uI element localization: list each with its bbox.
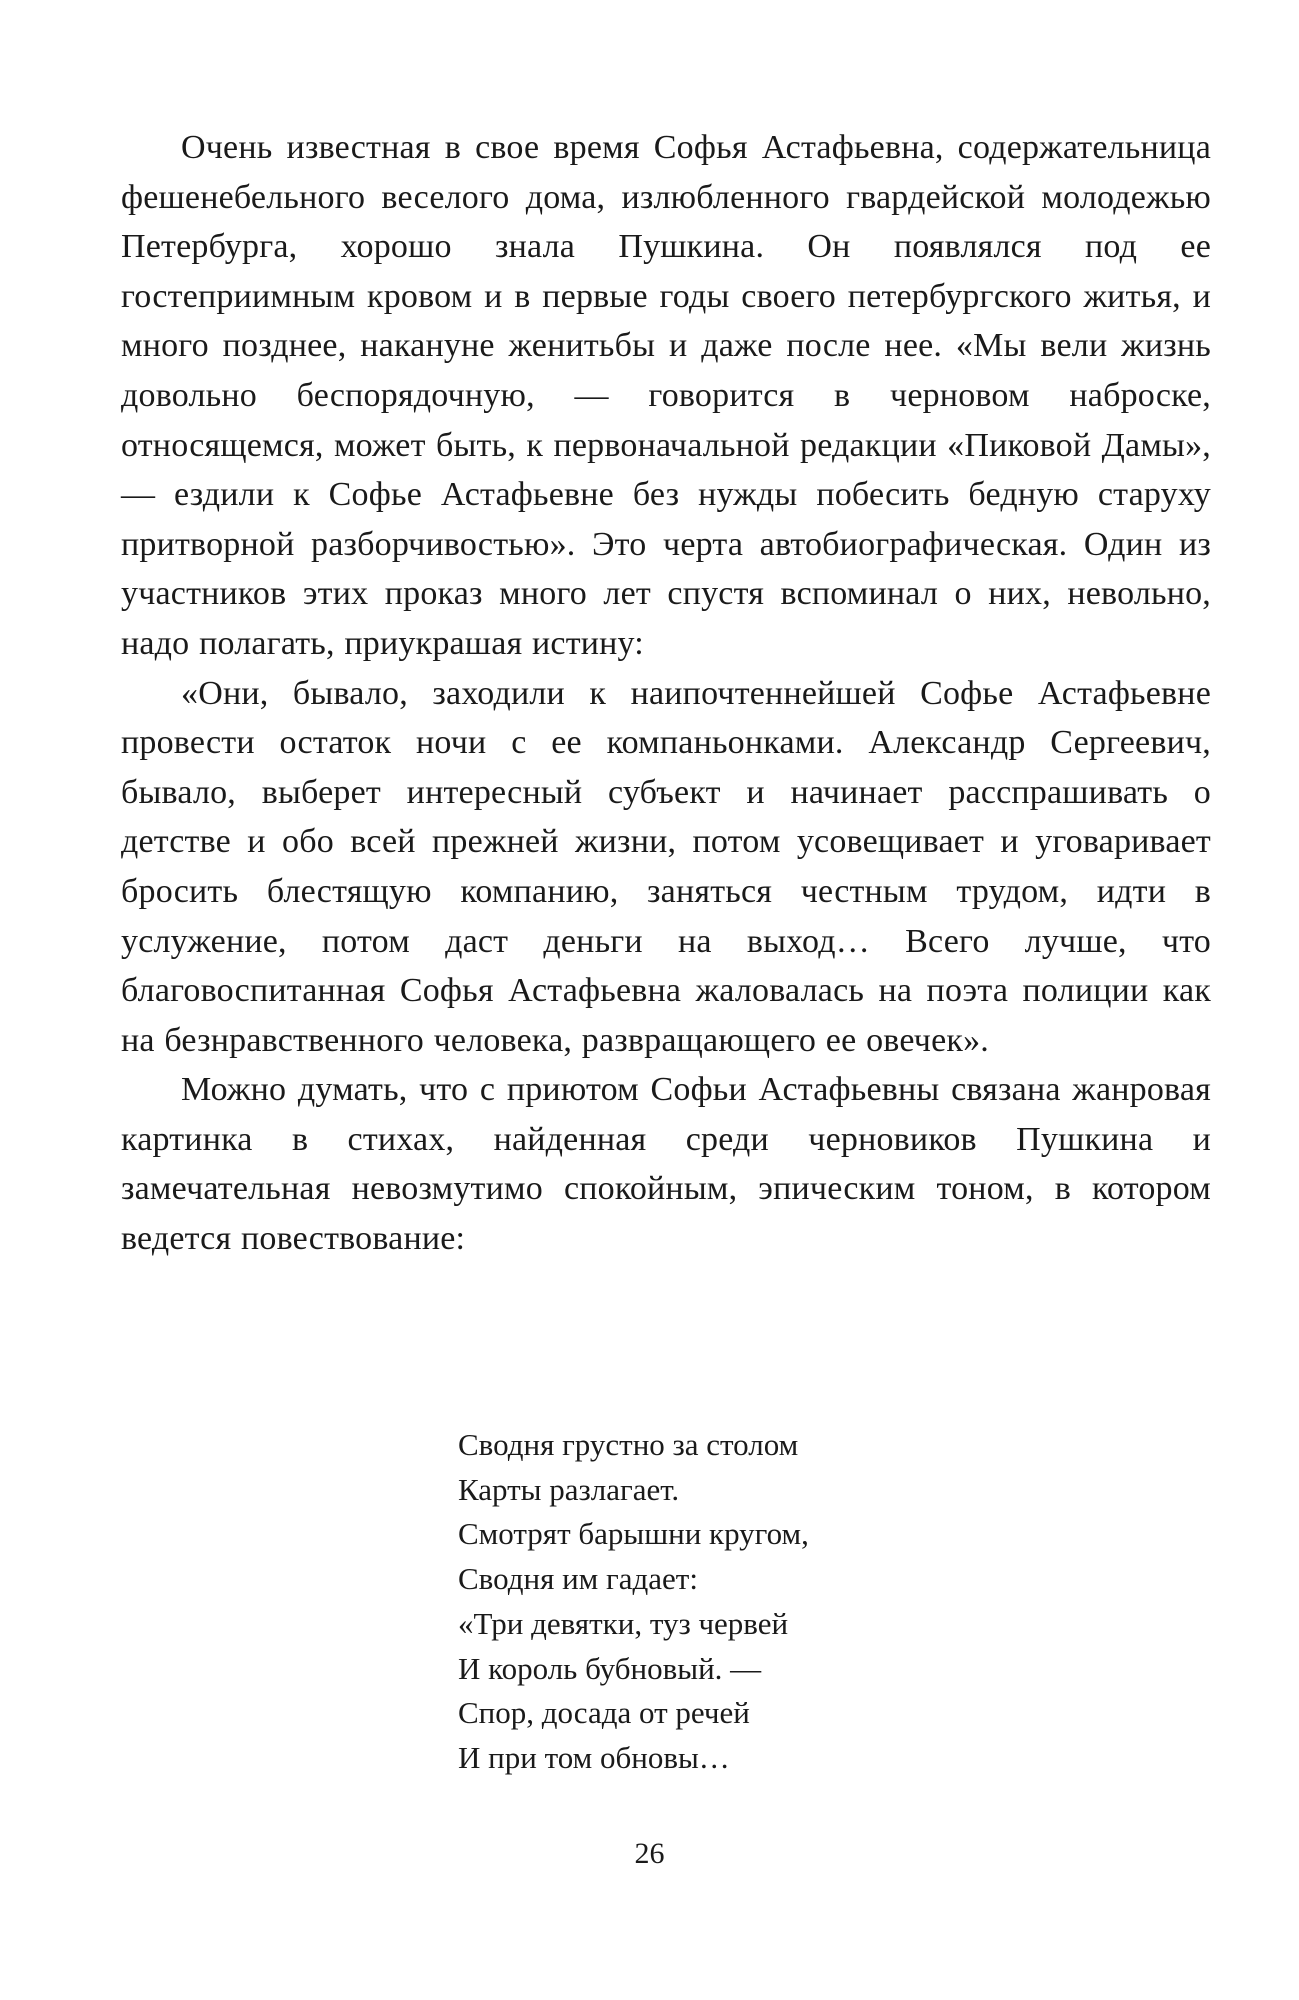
paragraph-3: Можно думать, что с приютом Софьи Астафьевны связана жанровая картинка в стихах, найденная среди черновиков Пушкина и замечательная невозмутимо спокойным, эпическим тоном, в котором ведется повествование: <box>121 1071 1211 1258</box>
poem-line-8: И при том обновы… <box>458 1739 730 1775</box>
poem-line-5: «Три девятки, туз червей <box>458 1605 789 1641</box>
poem-line-2: Карты разлагает. <box>458 1471 680 1507</box>
poem-line-6: И король бубновый. — <box>458 1650 762 1686</box>
body-text <box>121 123 1211 1264</box>
poem-line-7: Спор, досада от речей <box>458 1695 750 1731</box>
poem-line-1: Сводня грустно за столом <box>458 1427 799 1462</box>
poem-line-3: Смотрят барышни кругом, <box>458 1516 809 1552</box>
paragraph-2: «Они, бывало, заходили к наипочтеннейшей Софье Астафьевне провести остаток ночи с ее компаньонками. Александр Сергеевич, бывало, выберет интересный субъект и начинает расспрашивать о детстве и обо всей прежней жизни, потом усовещивает и уговаривает бросить блестящую компанию, заняться честным трудом, идти в услужение, потом даст деньги на выход… Всего лучше, что благовоспитанная Софья Астафьевна жаловалась на поэта полиции как на безнравственного человека, развращающего ее овечек». <box>121 674 1211 1059</box>
poem <box>458 1423 1158 1781</box>
poem-line-4: Сводня им гадает: <box>458 1561 698 1597</box>
page-number: 26 <box>634 1837 665 1870</box>
paragraph-1: Очень известная в свое время Софья Астафьевна, содержательница фешенебельного веселого дома, излюбленного гвардейской молодежью Петербурга, хорошо знала Пушкина. Он появлялся под ее гостеприимным кровом и в первые годы своего петербургского житья, и много позднее, накануне женитьбы и даже после нее. «Мы вели жизнь довольно беспорядочную, — говорится в черновом наброске, относящемся, может быть, к первоначальной редакции «Пиковой Дамы», — ездили к Софье Астафьевне без нужды побесить бедную старуху притворной разборчивостью». Это черта автобиографическая. Один из участников этих проказ много лет спустя вспоминал о них, невольно, надо полагать, приукрашая истину: <box>121 129 1211 662</box>
